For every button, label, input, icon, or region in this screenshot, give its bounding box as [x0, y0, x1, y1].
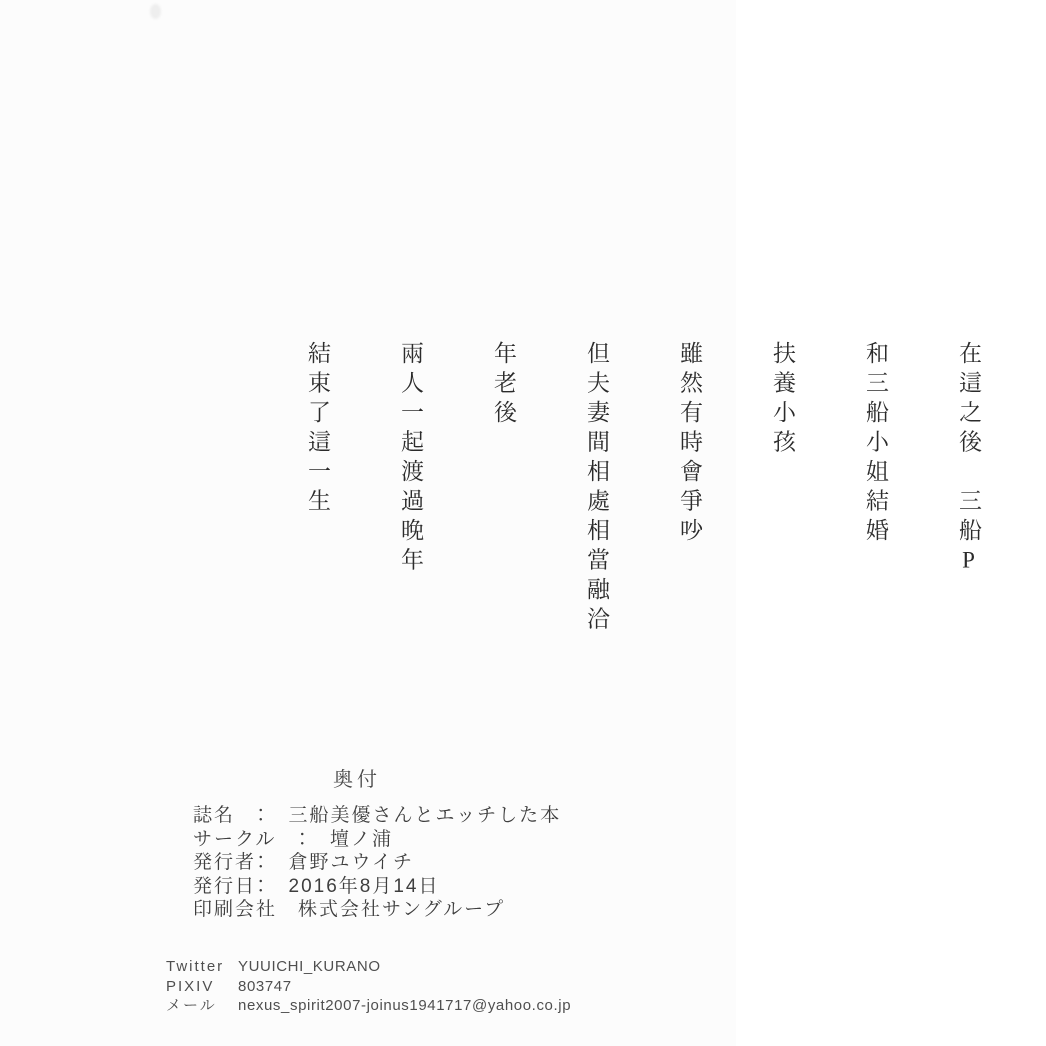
colophon-row-title: [193, 804, 561, 828]
contact-block: [166, 957, 571, 1016]
contact-label: Twitter: [166, 958, 225, 975]
colophon-heading: 奥付: [333, 769, 381, 791]
colophon-row-circle: [193, 828, 561, 852]
colophon-value: 倉野ユウイチ: [288, 852, 414, 873]
colophon-separator: ：: [256, 875, 289, 897]
contact-value: nexus_spirit2007-joinus1941717@yahoo.co.jp: [238, 997, 572, 1014]
scan-artifact-smudge: [150, 4, 161, 19]
colophon-value: 三船美優さんとエッチした本: [288, 805, 562, 826]
vertical-text-column: 和三船小姐結婚: [863, 341, 888, 548]
contact-label: PIXIV: [166, 977, 215, 995]
contact-value: 803747: [238, 977, 292, 995]
colophon-label: 発行日: [193, 875, 257, 897]
vertical-text-column: 在這之後 三船P: [956, 341, 981, 579]
contact-row-email: [166, 996, 571, 1016]
contact-label: メール: [166, 997, 217, 1014]
afterword-vertical-text: [240, 341, 1046, 647]
colophon-label: 印刷会社: [193, 899, 278, 920]
colophon-label: サークル: [193, 828, 277, 850]
colophon-separator: ：: [235, 805, 289, 826]
contact-row-twitter: [166, 957, 571, 977]
vertical-text-column: 扶養小孩: [770, 341, 795, 459]
contact-row-pixiv: [166, 977, 571, 997]
colophon-value: 2016年8月14日: [288, 875, 440, 897]
vertical-text-column: 結束了這一生: [305, 341, 330, 518]
colophon-separator: ：: [276, 828, 330, 850]
colophon-block: [193, 804, 561, 922]
vertical-text-column: 但夫妻間相處相當融洽: [584, 341, 609, 636]
colophon-row-printer: [193, 898, 561, 922]
contact-value: YUUICHI_KURANO: [238, 958, 381, 975]
colophon-value: 壇ノ浦: [329, 828, 393, 850]
colophon-value: 株式会社サングループ: [298, 899, 506, 920]
colophon-separator: [277, 899, 298, 920]
colophon-separator: ：: [256, 852, 289, 873]
colophon-label: 発行者: [193, 852, 257, 873]
colophon-row-publisher: [193, 851, 561, 875]
colophon-row-date: [193, 875, 561, 899]
vertical-text-column: 兩人一起渡過晚年: [398, 341, 423, 577]
colophon-label: 誌名: [193, 805, 236, 826]
vertical-text-column: 雖然有時會爭吵: [677, 341, 702, 548]
vertical-text-column: 年老後: [491, 341, 516, 430]
